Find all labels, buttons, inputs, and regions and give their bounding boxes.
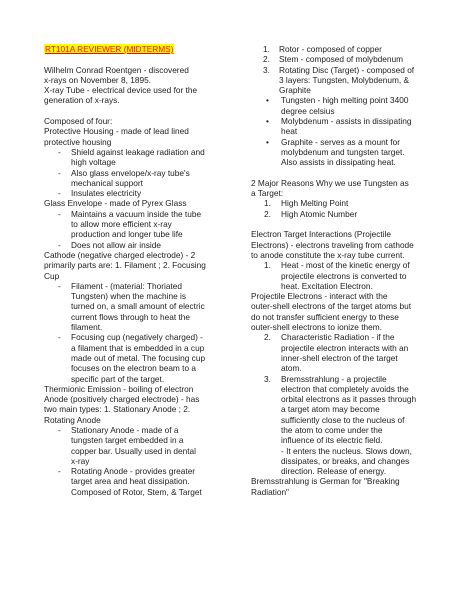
number-marker: 2. xyxy=(264,332,271,343)
numbered-item xyxy=(251,209,437,219)
list-item xyxy=(251,95,437,116)
document-title: RT101A REVIEWER (MIDTERMS) xyxy=(45,44,174,54)
dash-marker: - xyxy=(58,466,61,477)
text-line: Cup xyxy=(44,270,60,281)
left-column xyxy=(44,44,234,497)
text-line: high voltage xyxy=(71,157,116,168)
text-line: Cathode (negative charged electrode) - 2 xyxy=(44,249,196,260)
text-line: Wilhelm Conrad Roentgen - discovered xyxy=(44,64,189,75)
text-line: Graphite - serves as a mount for xyxy=(281,136,400,147)
text-line: heat xyxy=(281,126,298,137)
text-line: mechanical support xyxy=(71,177,143,188)
text-line: current flows through to heat the xyxy=(71,311,190,322)
interactions-paragraph xyxy=(251,229,437,260)
list-item xyxy=(44,425,234,466)
list-item xyxy=(44,209,234,240)
text-line: production and longer tube life xyxy=(71,229,183,240)
text-line: tungsten target embedded in a xyxy=(71,435,184,446)
dash-marker: - xyxy=(58,424,61,435)
text-line: Bremsstrahlung - a projectile xyxy=(281,373,387,384)
text-line: to allow more efficient x-ray xyxy=(71,219,172,230)
list-item xyxy=(44,188,234,198)
intro-paragraph xyxy=(44,65,234,106)
text-line: projectile electrons is converted to xyxy=(281,270,407,281)
text-line: Tungsten - high melting point 3400 xyxy=(281,95,409,106)
text-line: Composed of Rotor, Stem, & Target xyxy=(71,486,202,497)
text-line: Rotating Disc (Target) - composed of xyxy=(279,64,415,75)
text-line: a Target: xyxy=(251,188,284,199)
text-line: a target atom may become xyxy=(281,404,380,415)
list-item xyxy=(44,281,234,332)
text-line: Heat - most of the kinetic energy of xyxy=(281,260,410,271)
text-line: Electrons) - electrons traveling from cathode xyxy=(251,239,414,250)
text-line: sufficiently close to the nucleus of xyxy=(281,414,405,425)
text-line: two main types: 1. Stationary Anode ; 2. xyxy=(44,404,191,415)
text-line: Stationary Anode - made of a xyxy=(71,424,179,435)
number-marker: 1. xyxy=(263,44,270,54)
text-line: Filament - (material: Thoriated xyxy=(71,280,182,291)
text-line: Anode (positively charged electrode) - has xyxy=(44,394,200,405)
text-line: primarily parts are: 1. Filament ; 2. Focusing xyxy=(44,260,206,271)
list-item xyxy=(44,466,234,497)
text-line: degree celsius xyxy=(281,105,335,116)
text-line: a filament that is embedded in a cup xyxy=(71,342,205,353)
text-line: heat. Excitation Electron. xyxy=(281,280,373,291)
text-line: High Atomic Number xyxy=(281,208,358,219)
text-line: target area and heat dissipation. xyxy=(71,476,190,487)
list-item xyxy=(44,332,234,383)
text-line: dissipates, or breaks, and changes xyxy=(281,455,410,466)
numbered-item xyxy=(251,260,437,291)
composed-heading: Composed of four: xyxy=(44,116,113,127)
text-line: x-rays on November 8, 1895. xyxy=(44,74,151,85)
text-line: X-ray Tube - electrical device used for the xyxy=(44,85,198,96)
number-marker: 2. xyxy=(264,208,271,219)
text-line: outer-shell electrons of the target atoms but xyxy=(251,301,412,312)
number-marker: 1. xyxy=(264,260,271,271)
text-line: influence of its electric field. xyxy=(281,435,383,446)
glass-envelope-heading: Glass Envelope - made of Pyrex Glass xyxy=(44,198,187,209)
number-marker: 3. xyxy=(264,373,271,384)
text-line: inner-shell electron of the target xyxy=(281,352,398,363)
bullet-marker: • xyxy=(266,116,269,127)
text-line: filament. xyxy=(71,322,103,333)
dash-marker: - xyxy=(58,188,61,199)
text-line: molybdenum and tungsten target. xyxy=(281,146,405,157)
dash-marker: - xyxy=(58,208,61,219)
text-line: turned on, a small amount of electric xyxy=(71,301,205,312)
text-line: Focusing cup (negatively charged) - xyxy=(71,332,203,343)
numbered-item xyxy=(251,198,437,208)
text-line: Also assists in dissipating heat. xyxy=(281,157,396,168)
text-line: atom. xyxy=(281,363,302,374)
text-line: Electron Target Interactions (Projectile xyxy=(251,229,392,240)
dash-marker: - xyxy=(58,146,61,157)
cathode-paragraph xyxy=(44,250,234,281)
projectile-paragraph xyxy=(251,291,437,332)
text-line: electron that completely avoids the xyxy=(281,383,409,394)
text-line: made out of metal. The focusing cup xyxy=(71,352,206,363)
numbered-item xyxy=(251,54,437,64)
text-line: Also glass envelope/x-ray tube's xyxy=(71,167,190,178)
text-line: specific part of the target. xyxy=(71,373,165,384)
text-line: copper bar. Usually used in dental xyxy=(71,445,196,456)
dash-marker: - xyxy=(58,332,61,343)
text-line: focuses on the electron beam to a xyxy=(71,363,196,374)
numbered-item xyxy=(251,65,437,96)
text-line: Tungsten) when the machine is xyxy=(71,291,186,302)
list-item xyxy=(251,137,437,168)
text-line: High Melting Point xyxy=(281,198,349,209)
text-line: generation of x-rays. xyxy=(44,95,120,106)
text-line: the atom to come under the xyxy=(281,424,383,435)
text-line: Does not allow air inside xyxy=(71,239,161,250)
protective-housing-paragraph xyxy=(44,126,234,147)
text-line: Stem - composed of molybdenum xyxy=(279,54,404,65)
list-item xyxy=(44,147,234,168)
text-line: to anode constitute the x-ray tube current. xyxy=(251,249,405,260)
text-line: Rotating Anode - provides greater xyxy=(71,466,196,477)
text-line: Projectile Electrons - interact with the xyxy=(251,291,388,302)
list-item xyxy=(44,168,234,189)
text-line: projectile electron interacts with an xyxy=(281,342,409,353)
text-line: outer-shell electrons to ionize them. xyxy=(251,322,382,333)
bullet-marker: • xyxy=(266,95,269,106)
text-line: Maintains a vacuum inside the tube xyxy=(71,208,202,219)
text-line: Rotating Anode xyxy=(44,414,101,425)
text-line: direction. Release of energy. xyxy=(281,466,386,477)
text-line: Graphite xyxy=(279,85,311,96)
text-line: 3 layers: Tungsten, Molybdenum, & xyxy=(279,74,410,85)
numbered-item xyxy=(251,44,437,54)
list-item xyxy=(251,116,437,137)
anode-paragraph xyxy=(44,384,234,425)
text-line: Bremsstrahlung is German for "Breaking xyxy=(251,476,400,487)
dash-marker: - xyxy=(58,239,61,250)
right-column xyxy=(251,44,437,497)
text-line: do not transfer sufficient energy to these xyxy=(251,311,399,322)
closing-paragraph xyxy=(251,476,437,497)
text-line: Shield against leakage radiation and xyxy=(71,146,205,157)
number-marker: 1. xyxy=(264,198,271,209)
text-line: Molybdenum - assists in dissipating xyxy=(281,116,412,127)
list-item xyxy=(44,240,234,250)
number-marker: 2. xyxy=(263,54,270,65)
text-line: Thermionic Emission - boiling of electron xyxy=(44,383,194,394)
dash-marker: - xyxy=(58,167,61,178)
number-marker: 3. xyxy=(263,64,270,75)
text-line: 2 Major Reasons Why we use Tungsten as xyxy=(251,177,409,188)
text-line: Insulates electricity xyxy=(71,188,142,199)
reasons-heading xyxy=(251,178,437,199)
bullet-marker: • xyxy=(266,136,269,147)
text-line: Characteristic Radiation - if the xyxy=(281,332,395,343)
text-line: Radiation" xyxy=(251,486,290,497)
text-line: Rotor - composed of copper xyxy=(279,44,382,54)
numbered-item xyxy=(251,332,437,373)
text-line: Protective Housing - made of lead lined xyxy=(44,126,189,137)
dash-marker: - xyxy=(58,280,61,291)
numbered-item xyxy=(251,374,437,477)
text-line: x-ray xyxy=(71,455,90,466)
text-line: protective housing xyxy=(44,136,112,147)
text-line: - It enters the nucleus. Slows down, xyxy=(281,445,412,456)
text-line: orbital electrons as it passes through xyxy=(281,394,417,405)
